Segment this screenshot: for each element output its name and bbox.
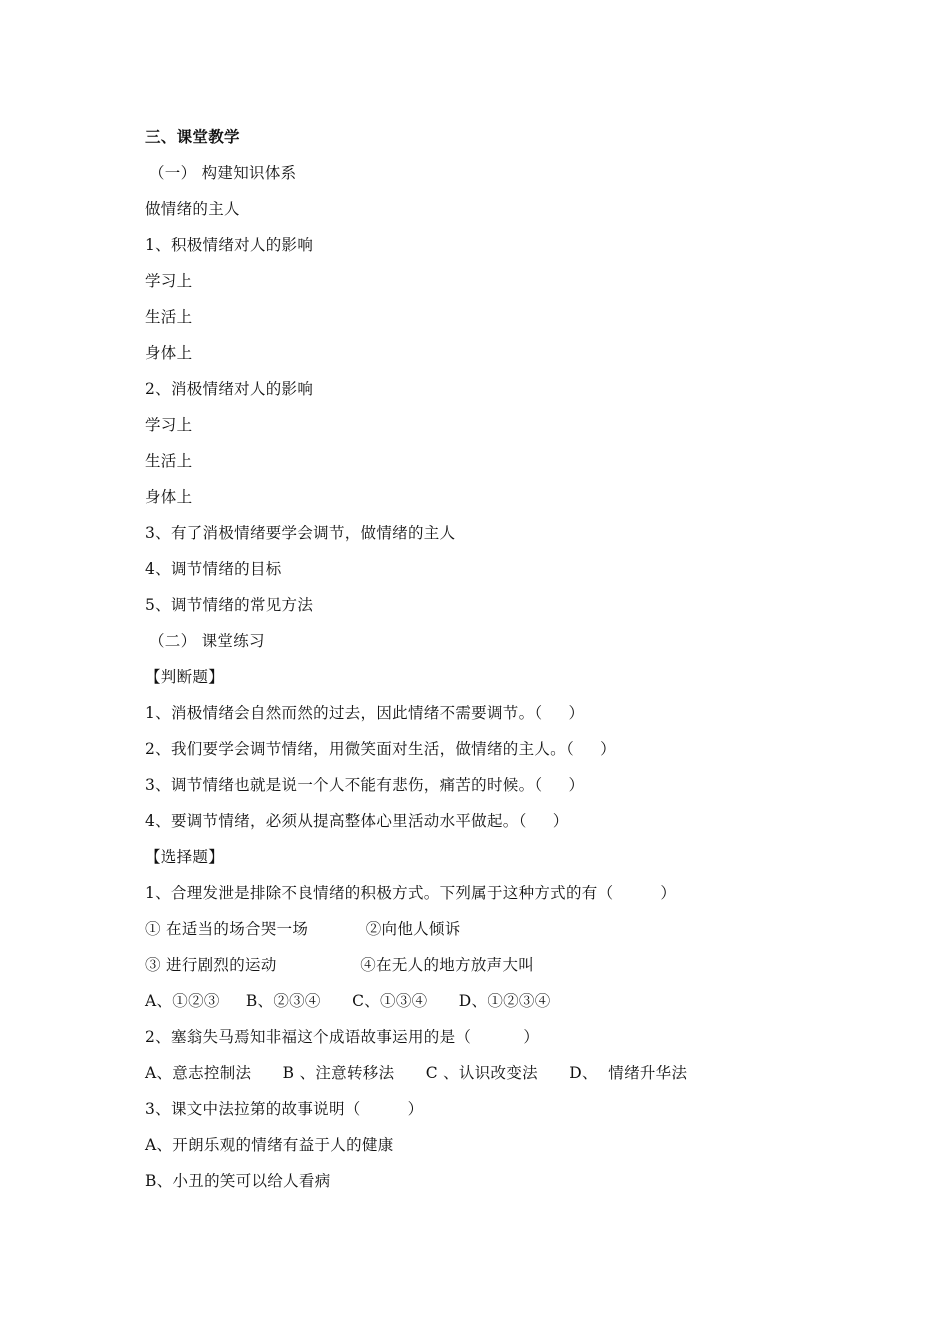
choice-title: 【选择题】 bbox=[145, 848, 225, 866]
choice-question: 1、合理发泄是排除不良情绪的积极方式。下列属于这种方式的有（ ） bbox=[145, 884, 677, 902]
part1-topic: 做情绪的主人 bbox=[145, 200, 240, 218]
list-item: 生活上 bbox=[145, 452, 193, 470]
list-item: 学习上 bbox=[145, 272, 193, 290]
judge-title: 【判断题】 bbox=[145, 668, 225, 686]
judge-question: 2、我们要学会调节情绪，用微笑面对生活，做情绪的主人。（ ） bbox=[145, 740, 616, 758]
judge-question: 1、消极情绪会自然而然的过去，因此情绪不需要调节。（ ） bbox=[145, 704, 585, 722]
list-item: 2、消极情绪对人的影响 bbox=[145, 380, 314, 398]
choice-option: ① 在适当的场合哭一场 ②向他人倾诉 bbox=[145, 920, 461, 938]
part2-heading: （二） 课堂练习 bbox=[149, 632, 265, 650]
choice-answers: A、①②③ B、②③④ C、①③④ D、①②③④ bbox=[145, 992, 551, 1010]
list-item: 学习上 bbox=[145, 416, 193, 434]
judge-question: 4、要调节情绪，必须从提高整体心里活动水平做起。（ ） bbox=[145, 812, 569, 830]
choice-option: B、小丑的笑可以给人看病 bbox=[145, 1172, 331, 1190]
part1-heading: （一） 构建知识体系 bbox=[149, 164, 297, 182]
list-item: 生活上 bbox=[145, 308, 193, 326]
judge-question: 3、调节情绪也就是说一个人不能有悲伤，痛苦的时候。（ ） bbox=[145, 776, 585, 794]
list-item: 3、有了消极情绪要学会调节，做情绪的主人 bbox=[145, 524, 456, 542]
choice-question: 3、课文中法拉第的故事说明（ ） bbox=[145, 1100, 424, 1118]
list-item: 身体上 bbox=[145, 344, 193, 362]
choice-option: ③ 进行剧烈的运动 ④在无人的地方放声大叫 bbox=[145, 956, 535, 974]
choice-answers: A、意志控制法 B 、注意转移法 C 、认识改变法 D、 情绪升华法 bbox=[145, 1064, 688, 1082]
list-item: 1、积极情绪对人的影响 bbox=[145, 236, 314, 254]
list-item: 4、调节情绪的目标 bbox=[145, 560, 282, 578]
choice-option: A、开朗乐观的情绪有益于人的健康 bbox=[145, 1136, 394, 1154]
section-title: 三、课堂教学 bbox=[145, 127, 240, 146]
list-item: 身体上 bbox=[145, 488, 193, 506]
list-item: 5、调节情绪的常见方法 bbox=[145, 596, 314, 614]
document-body bbox=[145, 124, 845, 1204]
choice-question: 2、塞翁失马焉知非福这个成语故事运用的是（ ） bbox=[145, 1028, 540, 1046]
